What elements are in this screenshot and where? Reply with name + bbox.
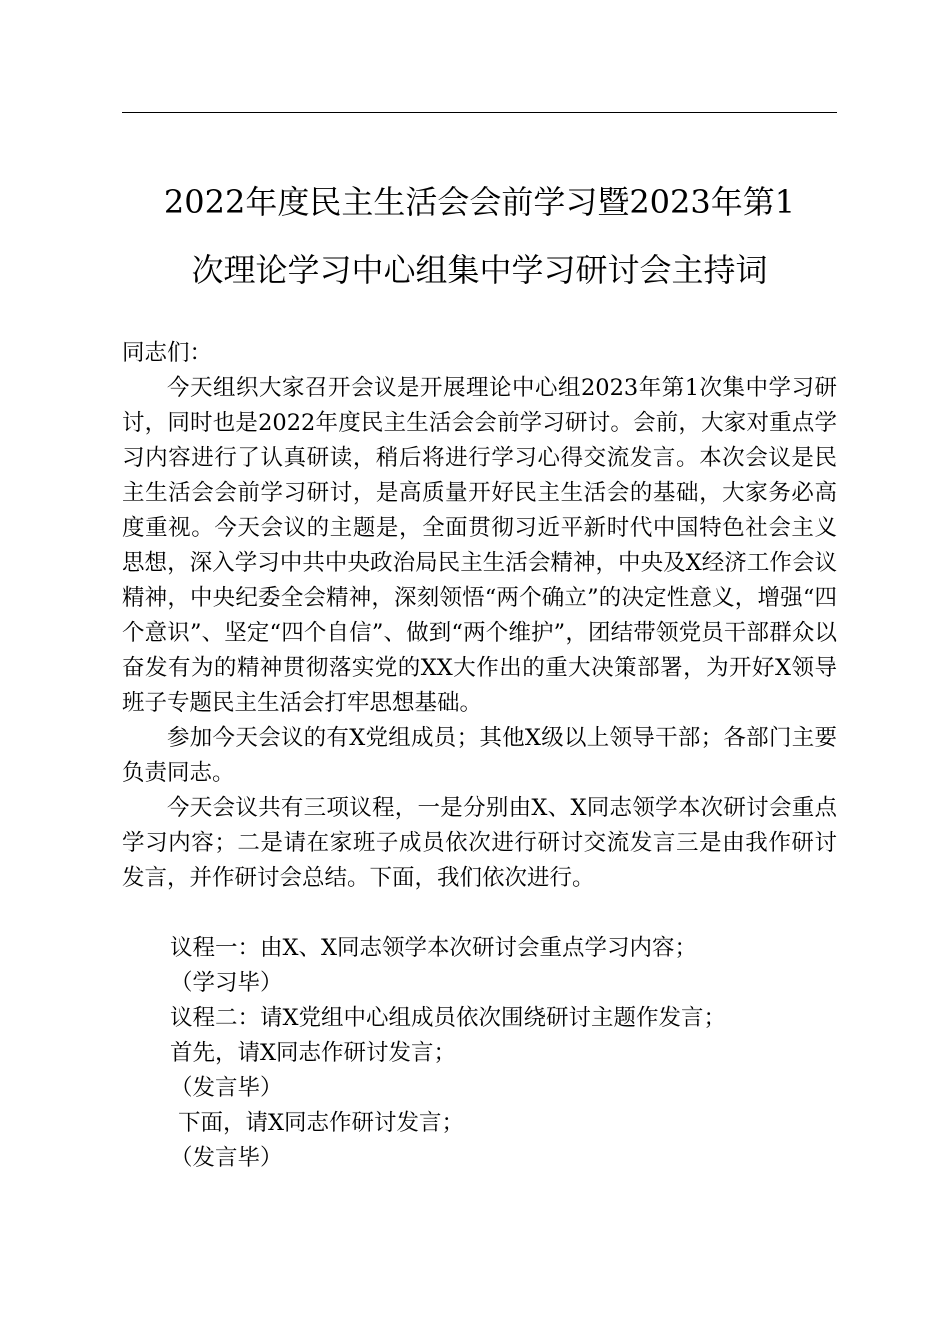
agenda-note-3: （发言毕） <box>170 1145 283 1171</box>
agenda-note-2: （发言毕） <box>170 1075 283 1101</box>
agenda-note-1: （学习毕） <box>170 970 283 996</box>
spacer <box>122 896 837 931</box>
paragraph-attendees: 参加今天会议的有X党组成员；其他X级以上领导干部；各部门主要负责同志。 <box>122 725 837 786</box>
header-rule <box>122 112 837 113</box>
document-title <box>122 168 837 304</box>
title-line-2: 次理论学习中心组集中学习研讨会主持词 <box>191 251 768 289</box>
salutation: 同志们： <box>122 340 213 366</box>
agenda-item-1: 议程一：由X、X同志领学本次研讨会重点学习内容； <box>170 935 698 961</box>
paragraph-agenda-overview: 今天会议共有三项议程，一是分别由X、X同志领学本次研讨会重点学习内容；二是请在家班子成员依次进行研讨交流发言三是由我作研讨发言，并作研讨会总结。下面，我们依次进行。 <box>122 795 837 891</box>
agenda-item-2: 议程二：请X党组中心组成员依次围绕研讨主题作发言； <box>170 1005 727 1031</box>
paragraph-opening: 今天组织大家召开会议是开展理论中心组2023年第1次集中学习研讨，同时也是2022年度民主生活会会前学习研讨。会前，大家对重点学习内容进行了认真研读，稍后将进行学习心得交流发言。本次会议是民主生活会会前学习研讨，是高质量开好民主生活会的基础，大家务必高度重视。今天会议的主题是，全面贯彻习近平新时代中国特色社会主义思想，深入学习中共中央政治局民主生活会精神，中央及X经济工作会议精神，中央纪委全会精神，深刻领悟“两个确立”的决定性意义，增强“四个意识”、坚定“四个自信”、做到“两个维护”，团结带领党员干部群众以奋发有为的精神贯彻落实党的XX大作出的重大决策部署，为开好X领导班子专题民主生活会打牢思想基础。 <box>122 375 837 716</box>
document-body <box>122 336 837 1176</box>
title-line-1: 2022年度民主生活会会前学习暨2023年第1 <box>163 183 796 221</box>
agenda-step-1: 首先，请X同志作研讨发言； <box>170 1040 457 1066</box>
agenda-step-2: 下面，请X同志作研讨发言； <box>178 1110 465 1136</box>
